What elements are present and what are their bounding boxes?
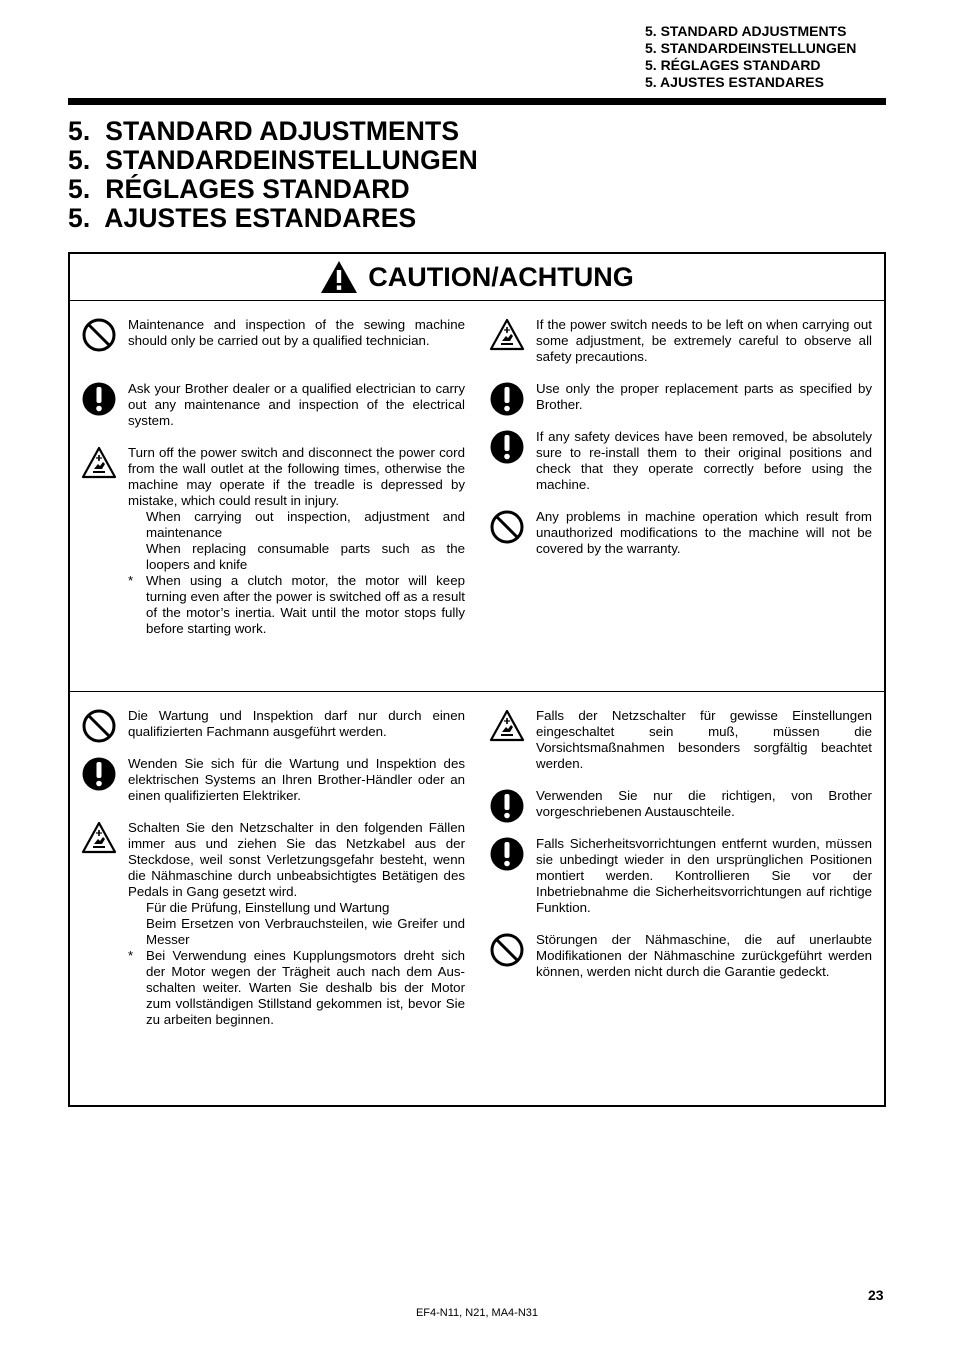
caution-text: Use only the proper replacement parts as specified by Brother. xyxy=(536,381,872,412)
caution-header xyxy=(70,254,884,301)
exclamation-icon xyxy=(489,788,525,824)
caution-subitem xyxy=(128,509,465,541)
caution-text xyxy=(128,445,465,637)
prohibition-icon xyxy=(489,509,525,545)
caution-subitem xyxy=(128,900,465,916)
caution-section-german xyxy=(70,692,884,1105)
exclamation-icon xyxy=(81,381,117,417)
subitem-text: When using a clutch motor, the motor will keep turning even after the power is switched off as a result of the motor’s inertia. Wait until the motor stops fully before starting work. xyxy=(146,573,465,636)
exclamation-icon xyxy=(489,381,525,417)
caution-subitem xyxy=(128,916,465,948)
page-number: 23 xyxy=(868,1287,884,1303)
prohibition-icon xyxy=(489,932,525,968)
exclamation-icon xyxy=(489,836,525,872)
header-rule xyxy=(68,98,886,105)
running-header-line: 5. AJUSTES ESTANDARES xyxy=(645,74,824,90)
running-header-line: 5. STANDARDEINSTELLUNGEN xyxy=(645,40,857,56)
caution-text: Störungen der Nähmaschine, die auf unerlaubte Modifikationen der Nähmaschine zurückgeführt werden können, werden nicht durch die Garantie gedeckt. xyxy=(536,932,872,979)
subitem-mark: * xyxy=(128,573,134,588)
warning-triangle-icon xyxy=(320,260,358,294)
caution-box xyxy=(68,252,886,1107)
page-title-line: 5. RÉGLAGES STANDARD xyxy=(68,174,410,204)
caution-title: CAUTION/ACHTUNG xyxy=(368,261,634,292)
page-title-line: 5. STANDARD ADJUSTMENTS xyxy=(68,116,460,146)
prohibition-icon xyxy=(81,708,117,744)
subitem-mark: * xyxy=(128,948,134,963)
running-header-line: 5. STANDARD ADJUSTMENTS xyxy=(645,23,847,39)
exclamation-icon xyxy=(81,756,117,792)
subitem-text: Für die Prüfung, Einstellung und Wartung xyxy=(146,900,390,915)
page-title-line: 5. STANDARDEINSTELLUNGEN xyxy=(68,145,478,175)
subitem-text: When replacing consumable parts such as the loopers and knife xyxy=(146,541,465,572)
running-header-line: 5. RÉGLAGES STANDARD xyxy=(645,57,821,73)
caution-subitem xyxy=(128,948,465,1028)
caution-text: Verwenden Sie nur die richtigen, von Brother vorgeschriebenen Austauschteile. xyxy=(536,788,872,819)
caution-text: Maintenance and inspection of the sewing machine should only be carried out by a qualified technician. xyxy=(128,317,465,348)
caution-text: Wenden Sie sich für die Wartung und Inspektion des elektrischen Systems an Ihren Brother-Händler oder an einen qualifizierten Elektriker. xyxy=(128,756,465,803)
caution-text: Falls der Netzschalter für gewisse Einstellungen eingeschaltet sein muß, müssen die Vorsichtsmaßnahmen besonders sorgfältig beachtet werden. xyxy=(536,708,872,771)
hand-injury-warning-icon xyxy=(489,317,525,353)
hand-injury-warning-icon xyxy=(81,445,117,481)
model-code: EF4-N11, N21, MA4-N31 xyxy=(415,1307,539,1319)
subitem-text: Beim Ersetzen von Verbrauchsteilen, wie Greifer und Messer xyxy=(146,916,465,947)
page-title xyxy=(68,117,478,233)
caution-subitem xyxy=(128,573,465,637)
caution-text: Ask your Brother dealer or a qualified electrician to carry out any maintenance and inspection of the electrical system. xyxy=(128,381,465,428)
running-header xyxy=(645,23,905,91)
caution-subitem xyxy=(128,541,465,573)
subitem-text: When carrying out inspection, adjustment and maintenance xyxy=(146,509,465,540)
caution-text: If the power switch needs to be left on when carrying out some adjustment, be extremely careful to observe all safety precautions. xyxy=(536,317,872,364)
hand-injury-warning-icon xyxy=(489,708,525,744)
caution-text: Falls Sicherheitsvorrichtungen entfernt wurden, müssen sie unbedingt wieder in den ursprünglichen Positionen montiert werden. Kontrollieren Sie vor der Inbetriebnahme die Sicherheitsvorrichtungen auf richtige Funktion. xyxy=(536,836,872,915)
caution-text: If any safety devices have been removed, be absolutely sure to re-install them to their original positions and check that they operate correctly before using the machine. xyxy=(536,429,872,492)
caution-text xyxy=(128,820,465,1028)
caution-text: Any problems in machine operation which result from unauthorized modifications to the machine will not be covered by the warranty. xyxy=(536,509,872,556)
caution-section-english xyxy=(70,301,884,692)
prohibition-icon xyxy=(81,317,117,353)
caution-text-main: Schalten Sie den Netzschalter in den folgenden Fällen immer aus und ziehen Sie das Netzkabel aus der Steckdose, weil sonst Verletzungsgefahr besteht, wenn die Nähmaschine durch unbeabsichtigtes Betätigen des Pedals in Gang gesetzt wird. xyxy=(128,820,465,899)
caution-text: Die Wartung und Inspektion darf nur durch einen qualifizierten Fachmann ausgeführt werden. xyxy=(128,708,465,739)
caution-text-main: Turn off the power switch and disconnect the power cord from the wall outlet at the following times, otherwise the machine may operate if the treadle is depressed by mistake, which could result in injury. xyxy=(128,445,465,508)
exclamation-icon xyxy=(489,429,525,465)
hand-injury-warning-icon xyxy=(81,820,117,856)
page-title-line: 5. AJUSTES ESTANDARES xyxy=(68,203,417,233)
subitem-text: Bei Verwendung eines Kupplungsmotors dreht sich der Motor wegen der Trägheit auch nach dem Aus-schalten weiter. Warten Sie deshalb bis der Motor zum vollständigen Stillstand gekommen ist, bevor Sie zu arbeiten beginnen. xyxy=(146,948,465,1027)
